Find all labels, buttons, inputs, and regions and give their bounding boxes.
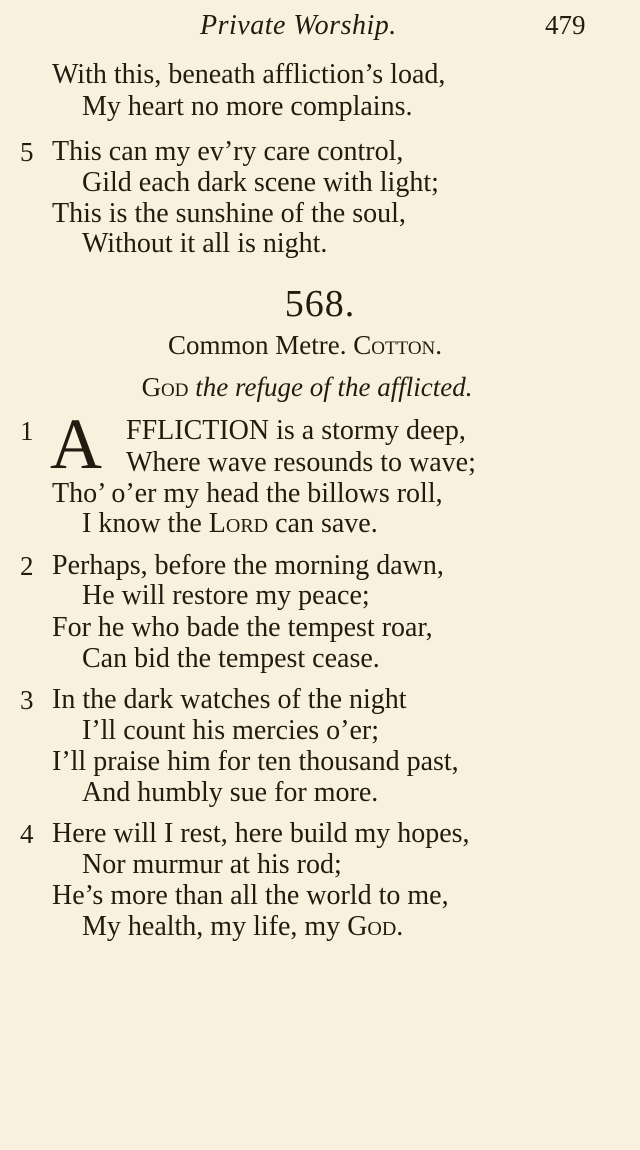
verse-line: And humbly sue for more. [82,777,379,808]
meter-name: Common Metre. [167,330,347,360]
author-name: Cotton. [353,330,443,360]
drop-cap: A [50,404,102,484]
verse-line: Here will I rest, here build my hopes, [52,818,470,849]
stanza-number: 5 [20,137,34,167]
verse-line: Nor murmur at his rod; [82,849,342,880]
stanza-number: 3 [20,685,34,715]
stanza-number: 4 [20,819,34,849]
subject-text: the refuge of the afflicted. [195,372,473,402]
verse-line [82,911,403,943]
running-head [0,10,640,46]
verse-line: Without it all is night. [82,228,328,259]
verse-line: I’ll count his mercies o’er; [82,715,380,746]
verse-line: I’ll praise him for ten thousand past, [52,746,459,777]
verse-line: Perhaps, before the morning dawn, [52,550,444,581]
verse-line: This can my ev’ry care control, [52,136,404,167]
verse-line [82,508,378,540]
verse-line: Gild each dark scene with light; [82,167,439,198]
verse-line: Can bid the tempest cease. [82,643,380,674]
verse-line: Where wave resounds to wave; [126,447,476,478]
verse-line: For he who bade the tempest roar, [52,612,433,643]
verse-text: I know the [82,508,202,539]
verse-line: My heart no more complains. [82,91,413,122]
verse-line: With this, beneath affliction’s load, [52,59,446,90]
subject-god: God [141,372,189,402]
lord-word: Lord [208,508,269,539]
meter-line [0,330,610,361]
verse-line: FFLICTION is a stormy deep, [126,415,466,446]
verse-line: In the dark watches of the night [52,684,407,715]
verse-line: Tho’ o’er my head the billows roll, [52,478,443,509]
verse-line: He will restore my peace; [82,580,370,611]
running-title: Private Worship. [200,10,397,41]
hymn-subject [0,372,614,403]
stanza-number: 2 [20,551,34,581]
verse-line: He’s more than all the world to me, [52,880,449,911]
verse-text: can save. [275,508,378,539]
hymn-number: 568. [284,283,356,325]
god-word: God. [347,911,404,942]
verse-text: My health, my life, my [82,911,341,942]
page-number: 479 [545,10,586,40]
verse-line: This is the sunshine of the soul, [52,198,406,229]
stanza-number: 1 [20,416,34,446]
